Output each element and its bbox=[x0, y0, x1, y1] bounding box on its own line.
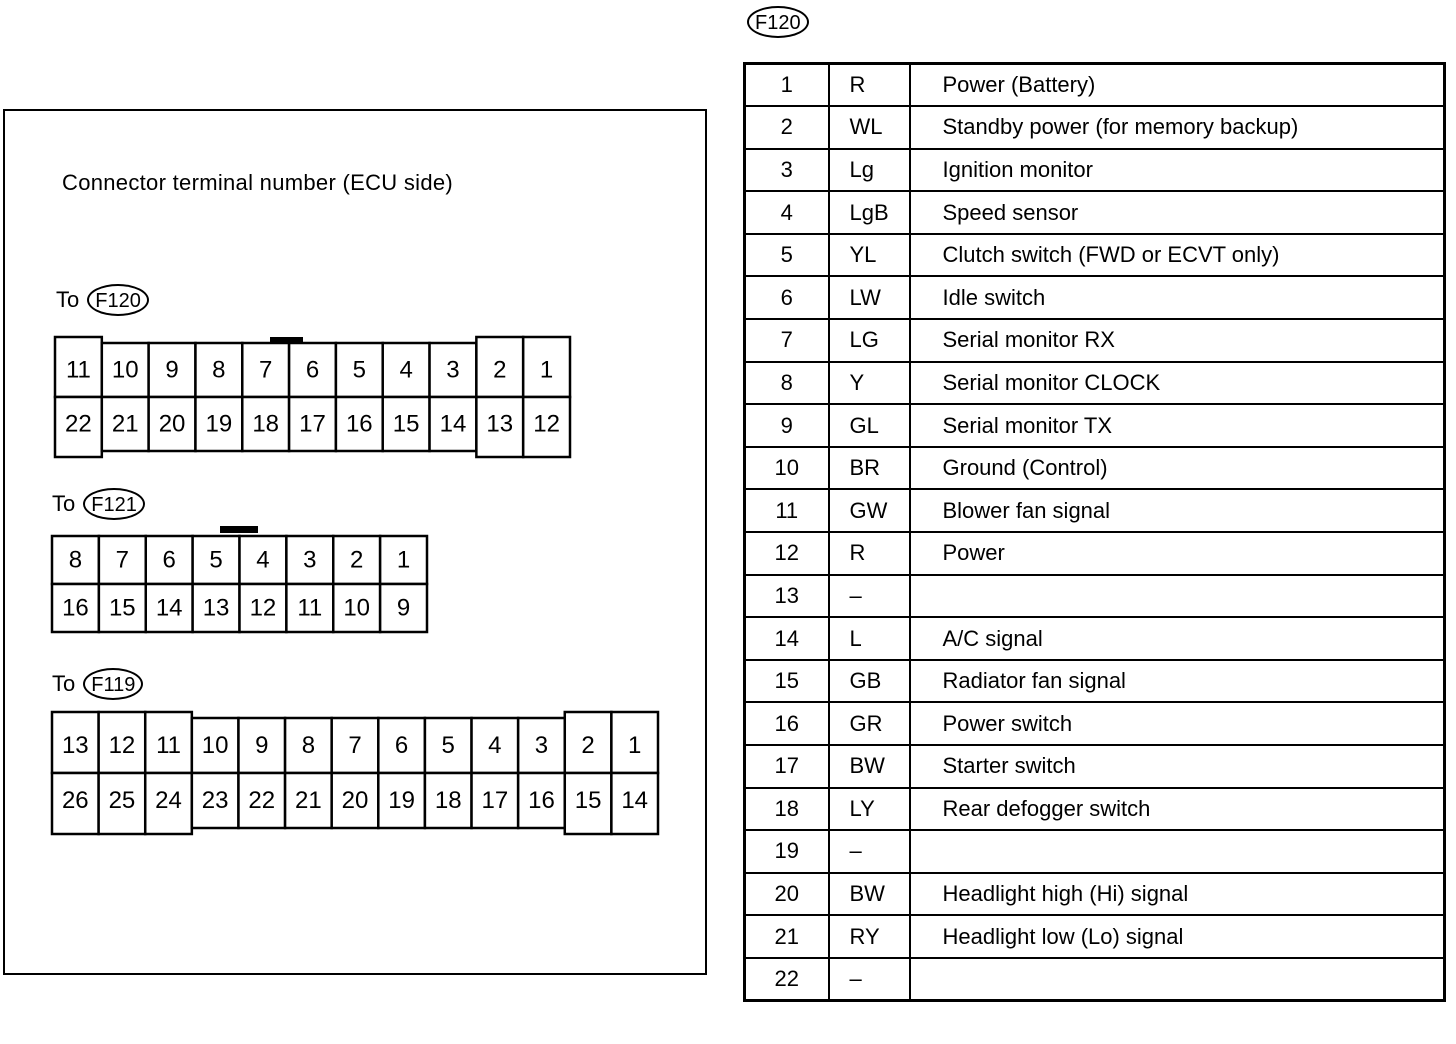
pin-number: 18 bbox=[745, 788, 829, 831]
wire-color: – bbox=[829, 830, 910, 873]
terminal-number: 20 bbox=[158, 410, 186, 438]
table-row bbox=[745, 64, 1445, 107]
to-text: To bbox=[56, 287, 80, 312]
terminal-number: 8 bbox=[212, 356, 226, 384]
wire-color: LW bbox=[829, 276, 910, 319]
terminal-number: 10 bbox=[111, 356, 139, 384]
terminal-number: 5 bbox=[352, 356, 366, 384]
table-connector-label: F120 bbox=[747, 6, 809, 38]
pin-description: Headlight high (Hi) signal bbox=[910, 873, 1445, 916]
terminal-number: 4 bbox=[488, 732, 502, 759]
terminal-number: 2 bbox=[493, 356, 507, 384]
terminal-number: 6 bbox=[305, 356, 320, 384]
table-row bbox=[745, 745, 1445, 788]
terminal-number: 14 bbox=[155, 594, 183, 622]
to-text: To bbox=[52, 491, 76, 516]
terminal-number: 26 bbox=[61, 787, 89, 814]
pin-description: Starter switch bbox=[910, 745, 1445, 788]
pin-number: 2 bbox=[745, 106, 829, 149]
terminal-number: 12 bbox=[108, 732, 136, 759]
table-row bbox=[745, 617, 1445, 660]
table-row bbox=[745, 830, 1445, 873]
pin-description: Power bbox=[910, 532, 1445, 575]
wire-color: BW bbox=[829, 873, 910, 916]
table-row bbox=[745, 276, 1445, 319]
terminal-number: 7 bbox=[259, 356, 273, 384]
pin-number: 4 bbox=[745, 191, 829, 234]
terminal-number: 9 bbox=[396, 594, 411, 622]
table-row bbox=[745, 532, 1445, 575]
wire-color: Lg bbox=[829, 149, 910, 192]
terminal-number: 25 bbox=[108, 787, 136, 814]
pin-number: 5 bbox=[745, 234, 829, 277]
pin-description bbox=[910, 830, 1445, 873]
terminal-number: 23 bbox=[201, 787, 229, 814]
terminal-number: 5 bbox=[441, 732, 455, 759]
table-row bbox=[745, 191, 1445, 234]
pin-number: 19 bbox=[745, 830, 829, 873]
terminal-number: 8 bbox=[68, 546, 83, 574]
terminal-number: 1 bbox=[539, 356, 554, 384]
diagram-title: Connector terminal number (ECU side) bbox=[62, 170, 454, 195]
terminal-number: 5 bbox=[209, 546, 223, 574]
terminal-number: 4 bbox=[256, 546, 270, 574]
pin-description: Idle switch bbox=[910, 276, 1445, 319]
pin-number: 13 bbox=[745, 575, 829, 618]
wire-color: L bbox=[829, 617, 910, 660]
terminal-number: 2 bbox=[350, 546, 364, 574]
pin-number: 21 bbox=[745, 915, 829, 958]
terminal-number: 6 bbox=[162, 546, 176, 574]
wire-color: BR bbox=[829, 447, 910, 490]
terminal-number: 12 bbox=[533, 410, 560, 438]
terminal-number: 1 bbox=[628, 732, 642, 759]
terminal-number: 14 bbox=[621, 787, 649, 814]
terminal-number: 18 bbox=[252, 410, 280, 438]
terminal-number: 1 bbox=[396, 546, 411, 574]
pin-description: Radiator fan signal bbox=[910, 660, 1445, 703]
terminal-number: 15 bbox=[574, 787, 602, 814]
pin-number: 8 bbox=[745, 362, 829, 405]
wire-color: LgB bbox=[829, 191, 910, 234]
wire-color: RY bbox=[829, 915, 910, 958]
pin-number: 11 bbox=[745, 489, 829, 532]
terminal-number: 2 bbox=[581, 732, 595, 759]
pin-assignment-table bbox=[743, 62, 1446, 1002]
to-text: To bbox=[52, 671, 76, 696]
terminal-number: 13 bbox=[486, 410, 514, 438]
pin-number: 12 bbox=[745, 532, 829, 575]
connector-id-badge: F121 bbox=[83, 488, 145, 520]
terminal-number: 19 bbox=[205, 410, 233, 438]
pin-description bbox=[910, 958, 1445, 1001]
terminal-number: 13 bbox=[202, 594, 230, 622]
wire-color: WL bbox=[829, 106, 910, 149]
terminal-number: 8 bbox=[301, 732, 316, 759]
terminal-number: 16 bbox=[345, 410, 373, 438]
terminal-number: 12 bbox=[249, 594, 277, 622]
pin-description: Ground (Control) bbox=[910, 447, 1445, 490]
pin-number: 9 bbox=[745, 404, 829, 447]
pin-number: 6 bbox=[745, 276, 829, 319]
terminal-number: 22 bbox=[248, 787, 276, 814]
terminal-number: 18 bbox=[434, 787, 462, 814]
pin-description: Headlight low (Lo) signal bbox=[910, 915, 1445, 958]
table-row bbox=[745, 915, 1445, 958]
wire-color: BW bbox=[829, 745, 910, 788]
wire-color: YL bbox=[829, 234, 910, 277]
terminal-number: 21 bbox=[111, 410, 139, 438]
pin-number: 16 bbox=[745, 702, 829, 745]
pin-description: Blower fan signal bbox=[910, 489, 1445, 532]
terminal-number: 7 bbox=[348, 732, 362, 759]
pin-description: Serial monitor RX bbox=[910, 319, 1445, 362]
pin-description: Power (Battery) bbox=[910, 64, 1445, 107]
terminal-number: 3 bbox=[534, 732, 549, 759]
table-row bbox=[745, 873, 1445, 916]
pin-description: Serial monitor CLOCK bbox=[910, 362, 1445, 405]
pin-number: 10 bbox=[745, 447, 829, 490]
pin-description: Rear defogger switch bbox=[910, 788, 1445, 831]
pin-number: 7 bbox=[745, 319, 829, 362]
terminal-number: 3 bbox=[303, 546, 317, 574]
terminal-number: 10 bbox=[343, 594, 371, 622]
terminal-number: 14 bbox=[439, 410, 467, 438]
table-row bbox=[745, 489, 1445, 532]
table-row bbox=[745, 149, 1445, 192]
terminal-number: 6 bbox=[394, 732, 409, 759]
table-row bbox=[745, 106, 1445, 149]
terminal-number: 9 bbox=[255, 732, 269, 759]
pin-number: 1 bbox=[745, 64, 829, 107]
pin-description: A/C signal bbox=[910, 617, 1445, 660]
wire-color: LG bbox=[829, 319, 910, 362]
wire-color: – bbox=[829, 575, 910, 618]
table-row bbox=[745, 404, 1445, 447]
table-row bbox=[745, 660, 1445, 703]
pin-description: Power switch bbox=[910, 702, 1445, 745]
pin-number: 15 bbox=[745, 660, 829, 703]
table-row bbox=[745, 788, 1445, 831]
wire-color: LY bbox=[829, 788, 910, 831]
terminal-number: 4 bbox=[399, 356, 413, 384]
pin-description bbox=[910, 575, 1445, 618]
terminal-number: 24 bbox=[155, 787, 182, 814]
pin-number: 14 bbox=[745, 617, 829, 660]
terminal-number: 19 bbox=[388, 787, 415, 814]
terminal-number: 16 bbox=[62, 594, 89, 622]
terminal-number: 3 bbox=[446, 356, 460, 384]
table-row bbox=[745, 234, 1445, 277]
terminal-number: 10 bbox=[201, 732, 229, 759]
pin-number: 22 bbox=[745, 958, 829, 1001]
table-row bbox=[745, 362, 1445, 405]
terminal-number: 22 bbox=[65, 410, 92, 438]
terminal-number: 11 bbox=[156, 732, 181, 759]
terminal-number: 9 bbox=[165, 356, 179, 384]
terminal-number: 16 bbox=[528, 787, 555, 814]
terminal-number: 11 bbox=[297, 594, 323, 622]
table-row bbox=[745, 447, 1445, 490]
wire-color: R bbox=[829, 64, 910, 107]
terminal-number: 17 bbox=[299, 410, 326, 438]
terminal-number: 20 bbox=[341, 787, 369, 814]
pin-number: 17 bbox=[745, 745, 829, 788]
terminal-number: 11 bbox=[65, 356, 91, 384]
wire-color: R bbox=[829, 532, 910, 575]
wire-color: GR bbox=[829, 702, 910, 745]
wire-color: GL bbox=[829, 404, 910, 447]
pin-description: Speed sensor bbox=[910, 191, 1445, 234]
terminal-number: 13 bbox=[61, 732, 89, 759]
connector-id-badge: F120 bbox=[87, 284, 149, 316]
terminal-number: 17 bbox=[481, 787, 509, 814]
pin-number: 3 bbox=[745, 149, 829, 192]
table-row bbox=[745, 319, 1445, 362]
wire-color: Y bbox=[829, 362, 910, 405]
terminal-number: 7 bbox=[115, 546, 129, 574]
terminal-number: 15 bbox=[392, 410, 420, 438]
pin-description: Standby power (for memory backup) bbox=[910, 106, 1445, 149]
wire-color: GB bbox=[829, 660, 910, 703]
pin-number: 20 bbox=[745, 873, 829, 916]
table-row bbox=[745, 575, 1445, 618]
terminal-number: 15 bbox=[108, 594, 136, 622]
table-row bbox=[745, 958, 1445, 1001]
pin-description: Serial monitor TX bbox=[910, 404, 1445, 447]
table-row bbox=[745, 702, 1445, 745]
pin-description: Ignition monitor bbox=[910, 149, 1445, 192]
pin-description: Clutch switch (FWD or ECVT only) bbox=[910, 234, 1445, 277]
wire-color: GW bbox=[829, 489, 910, 532]
terminal-number: 21 bbox=[295, 787, 322, 814]
wire-color: – bbox=[829, 958, 910, 1001]
connector-id-badge: F119 bbox=[83, 668, 143, 700]
